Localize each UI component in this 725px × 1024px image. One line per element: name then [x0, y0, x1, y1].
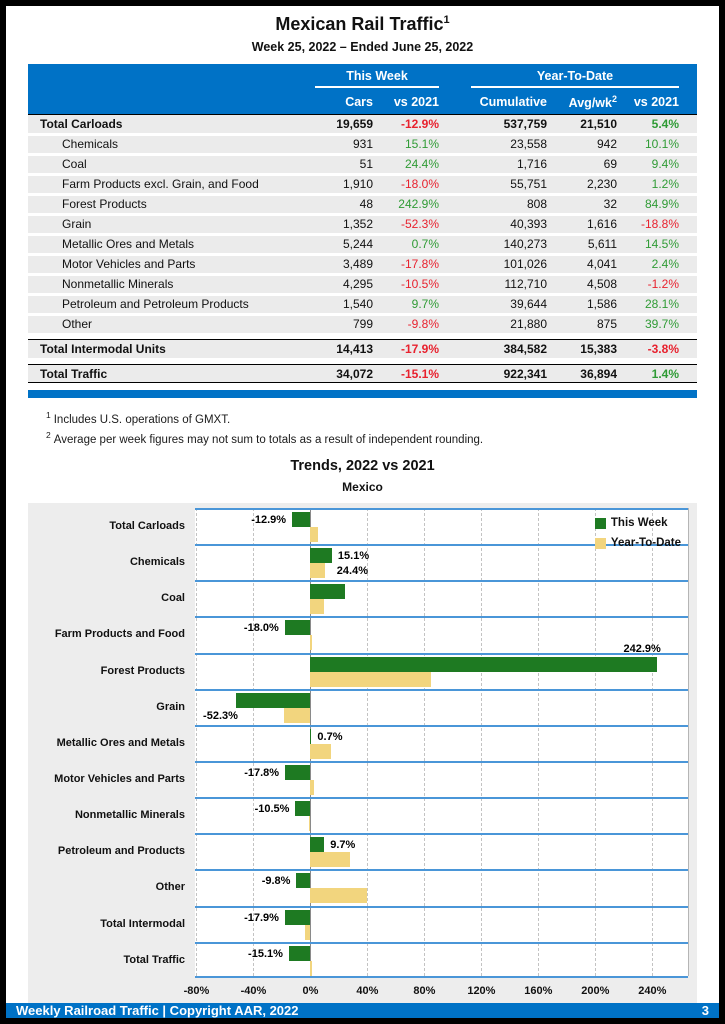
- ytd-pct: 28.1%: [644, 297, 679, 312]
- row-label: Forest Products: [62, 197, 147, 212]
- this-week-pct: 9.7%: [411, 297, 439, 312]
- x-axis-tick: 0%: [302, 985, 319, 997]
- chart-band: [195, 616, 688, 652]
- chart-category-label: Petroleum and Products: [57, 845, 185, 858]
- chart-category-label: Metallic Ores and Metals: [56, 736, 185, 749]
- this-week-pct: -17.9%: [400, 342, 439, 357]
- column-header-cumulative: Cumulative: [479, 95, 547, 110]
- ytd-bar: [310, 563, 324, 578]
- footnotes: [46, 406, 719, 446]
- cars-value: 931: [352, 137, 373, 152]
- report-subtitle: Week 25, 2022 – Ended June 25, 2022: [251, 40, 474, 54]
- this-week-pct: -15.1%: [400, 367, 439, 382]
- cumulative-value: 39,644: [510, 297, 547, 312]
- column-group-this-week: This Week: [293, 69, 439, 88]
- table-row: [28, 114, 697, 133]
- x-axis-tick: 160%: [524, 985, 553, 997]
- section-divider-bar: [28, 390, 697, 398]
- avg-week-value: 1,586: [586, 297, 617, 312]
- cars-value: 1,352: [342, 217, 373, 232]
- chart-band: [195, 642, 688, 689]
- avg-week-value: 21,510: [580, 117, 617, 132]
- report-title-footnote-ref: 1: [443, 14, 450, 26]
- ytd-pct: -1.2%: [647, 277, 679, 292]
- avg-week-value: 2,230: [586, 177, 617, 192]
- ytd-pct: 5.4%: [651, 117, 679, 132]
- bar-value-label: 24.4%: [336, 565, 368, 578]
- chart-category-label: Farm Products and Food: [54, 628, 185, 641]
- this-week-bar: [289, 946, 311, 961]
- cumulative-value: 40,393: [510, 217, 547, 232]
- row-label: Total Carloads: [40, 117, 123, 132]
- ytd-pct: 39.7%: [644, 317, 679, 332]
- this-week-bar: [285, 765, 310, 780]
- table-row: [28, 136, 697, 153]
- cumulative-value: 384,582: [503, 342, 547, 357]
- ytd-bar: [284, 708, 311, 723]
- table-row: [28, 276, 697, 293]
- cars-value: 3,489: [342, 257, 373, 272]
- avg-week-value: 69: [603, 157, 617, 172]
- avg-week-value: 36,894: [580, 367, 617, 382]
- ytd-bar: [310, 744, 331, 759]
- cars-value: 5,244: [342, 237, 373, 252]
- x-axis-tick: 80%: [413, 985, 436, 997]
- chart-band: [195, 761, 688, 797]
- bar-value-label: -52.3%: [203, 709, 238, 722]
- ytd-bar: [310, 888, 367, 903]
- chart-band: [195, 689, 688, 725]
- table-row: [28, 156, 697, 173]
- this-week-pct: -52.3%: [400, 217, 439, 232]
- ytd-pct: 14.5%: [644, 237, 679, 252]
- legend-item-year-to-date: [595, 533, 681, 553]
- cars-value: 34,072: [336, 367, 373, 382]
- this-week-pct: -17.8%: [400, 257, 439, 272]
- column-header-vs2021-ytd: vs 2021: [633, 95, 679, 110]
- cars-value: 1,910: [342, 177, 373, 192]
- table-row: [28, 196, 697, 213]
- ytd-pct: 2.4%: [651, 257, 679, 272]
- this-week-pct: -18.0%: [400, 177, 439, 192]
- avg-week-value: 942: [596, 137, 617, 152]
- cumulative-value: 21,880: [510, 317, 547, 332]
- cars-value: 51: [359, 157, 373, 172]
- report-title-text: Mexican Rail Traffic: [275, 14, 444, 34]
- ytd-pct: 84.9%: [644, 197, 679, 212]
- this-week-pct: 24.4%: [404, 157, 439, 172]
- plot-right-edge: [688, 508, 689, 976]
- row-label: Grain: [62, 217, 92, 232]
- chart-band: [195, 797, 688, 833]
- trends-bar-chart: [28, 503, 697, 1003]
- bar-value-label: -17.9%: [244, 911, 279, 924]
- cars-value: 799: [352, 317, 373, 332]
- this-week-bar: [296, 873, 310, 888]
- ytd-pct: 10.1%: [644, 137, 679, 152]
- bar-value-label: 15.1%: [337, 550, 370, 563]
- chart-category-label: Chemicals: [129, 556, 185, 569]
- this-week-bar: [236, 693, 311, 708]
- chart-category-label: Other: [155, 881, 185, 894]
- column-group-year-to-date: Year-To-Date: [439, 69, 679, 88]
- ytd-bar: [309, 816, 311, 831]
- ytd-bar: [310, 961, 312, 976]
- row-label: Motor Vehicles and Parts: [62, 257, 196, 272]
- table-row: [28, 296, 697, 313]
- this-week-bar: [310, 657, 656, 672]
- this-week-bar: [295, 801, 310, 816]
- footer-text: Weekly Railroad Traffic | Copyright AAR, 2022: [16, 1003, 299, 1018]
- this-week-bar: [310, 837, 324, 852]
- cars-value: 19,659: [336, 117, 373, 132]
- row-label: Total Traffic: [40, 367, 108, 382]
- footer-page-number: 3: [701, 1003, 709, 1018]
- chart-legend: [595, 513, 681, 553]
- chart-bands: [195, 508, 688, 978]
- row-label: Other: [62, 317, 93, 332]
- row-label: Coal: [62, 157, 87, 172]
- table-header: [28, 64, 697, 114]
- cumulative-value: 101,026: [503, 257, 547, 272]
- cars-value: 4,295: [342, 277, 373, 292]
- chart-x-axis: [183, 978, 688, 1004]
- column-header-cars: Cars: [345, 95, 373, 110]
- ytd-pct: 1.4%: [651, 367, 679, 382]
- bar-value-label: 242.9%: [623, 642, 661, 655]
- x-axis-tick: 120%: [467, 985, 496, 997]
- this-week-pct: -9.8%: [407, 317, 439, 332]
- avg-week-value: 1,616: [586, 217, 617, 232]
- avg-week-value: 875: [596, 317, 617, 332]
- chart-category-label: Total Carloads: [109, 520, 185, 533]
- avg-week-value: 4,041: [586, 257, 617, 272]
- cars-value: 1,540: [342, 297, 373, 312]
- chart-band: [195, 942, 688, 978]
- this-week-bar: [310, 729, 311, 744]
- chart-category-label: Coal: [161, 592, 185, 605]
- ytd-bar: [310, 852, 350, 867]
- bar-value-label: -18.0%: [243, 622, 279, 635]
- ytd-bar: [310, 599, 323, 614]
- cumulative-value: 55,751: [510, 177, 547, 192]
- chart-band: [195, 565, 688, 616]
- chart-title: Trends, 2022 vs 2021: [290, 458, 435, 474]
- this-week-pct: 15.1%: [404, 137, 439, 152]
- avg-week-value: 32: [603, 197, 617, 212]
- this-week-bar: [285, 620, 311, 635]
- footnote-2: $^2$ Average per week figures may not sum to totals as a result of independent rounding.: [46, 430, 484, 446]
- chart-band: [195, 869, 688, 905]
- chart-band: [195, 833, 688, 869]
- legend-swatch-year-to-date: [595, 538, 606, 549]
- row-label: Farm Products excl. Grain, and Food: [62, 177, 259, 192]
- chart-band: [195, 725, 688, 761]
- row-label: Chemicals: [62, 137, 119, 152]
- this-week-bar: [285, 910, 311, 925]
- legend-label-year-to-date: Year-To-Date: [610, 537, 681, 549]
- cumulative-value: 808: [526, 197, 547, 212]
- bar-value-label: 9.7%: [330, 839, 356, 852]
- ytd-bar: [305, 925, 310, 940]
- row-label: Nonmetallic Minerals: [62, 277, 174, 292]
- footnote-1: $^1$ Includes U.S. operations of GMXT.: [46, 410, 231, 427]
- bar-value-label: -10.5%: [254, 803, 290, 816]
- table-row: [28, 364, 697, 383]
- cumulative-value: 140,273: [503, 237, 547, 252]
- bar-value-label: -9.8%: [261, 875, 291, 888]
- bar-value-label: 0.7%: [317, 730, 343, 743]
- chart-category-label: Total Traffic: [123, 953, 185, 966]
- avg-week-value: 15,383: [580, 342, 617, 357]
- cumulative-value: 112,710: [504, 277, 547, 292]
- cumulative-value: 23,558: [510, 137, 547, 152]
- ytd-pct: 9.4%: [651, 157, 679, 172]
- ytd-pct: 1.2%: [651, 177, 679, 192]
- table-row: [28, 256, 697, 273]
- ytd-pct: -18.8%: [640, 217, 679, 232]
- table-row: [28, 316, 697, 333]
- cars-value: 48: [359, 197, 373, 212]
- chart-category-label: Motor Vehicles and Parts: [54, 773, 185, 786]
- legend-label-this-week: This Week: [610, 517, 668, 529]
- column-header-vs2021-week: vs 2021: [393, 95, 439, 110]
- chart-category-label: Grain: [156, 700, 185, 713]
- chart-subtitle: Mexico: [342, 480, 383, 494]
- table-row: [28, 216, 697, 233]
- row-label: Metallic Ores and Metals: [62, 237, 195, 252]
- bar-value-label: -12.9%: [251, 514, 287, 526]
- cumulative-value: 537,759: [503, 117, 547, 132]
- table-row: [28, 236, 697, 253]
- this-week-bar: [310, 548, 332, 563]
- cumulative-value: 922,341: [503, 367, 547, 382]
- this-week-bar: [310, 584, 345, 599]
- chart-category-label: Total Intermodal: [100, 917, 185, 930]
- column-header-avgwk: Avg/$wk^2$: [568, 94, 617, 111]
- cumulative-value: 1,716: [516, 157, 547, 172]
- chart-category-label: Forest Products: [100, 664, 185, 677]
- x-axis-tick: 240%: [638, 985, 667, 997]
- avg-week-value: 4,508: [586, 277, 617, 292]
- x-axis-tick: -80%: [183, 985, 210, 997]
- table-row: [28, 176, 697, 193]
- chart-category-label: Nonmetallic Minerals: [74, 809, 185, 822]
- x-axis-tick: 200%: [581, 985, 610, 997]
- footer-bar: [6, 1003, 719, 1018]
- avg-week-value: 5,611: [587, 237, 617, 252]
- ytd-bar: [310, 672, 431, 687]
- this-week-bar: [292, 512, 310, 527]
- table-row: [28, 339, 697, 358]
- chart-plot-area: [195, 508, 688, 978]
- legend-swatch-this-week: [595, 518, 606, 529]
- row-label: Petroleum and Petroleum Products: [62, 297, 249, 312]
- ytd-bar: [310, 635, 312, 650]
- this-week-pct: -12.9%: [400, 117, 439, 132]
- this-week-pct: 0.7%: [411, 237, 439, 252]
- bar-value-label: -17.8%: [244, 766, 280, 779]
- row-label: Total Intermodal Units: [40, 342, 166, 357]
- table-rows: [28, 114, 697, 383]
- legend-item-this-week: [595, 513, 681, 533]
- chart-band: [195, 906, 688, 942]
- report-title: [6, 14, 719, 35]
- x-axis-tick: 40%: [356, 985, 379, 997]
- this-week-pct: 242.9%: [398, 197, 439, 212]
- x-axis-tick: -40%: [240, 985, 267, 997]
- ytd-bar: [310, 780, 313, 795]
- bar-value-label: -15.1%: [248, 947, 283, 960]
- ytd-pct: -3.8%: [647, 342, 679, 357]
- this-week-pct: -10.5%: [400, 277, 439, 292]
- ytd-bar: [310, 527, 318, 542]
- traffic-table: [28, 64, 697, 383]
- chart-category-labels: [28, 508, 195, 978]
- cars-value: 14,413: [336, 342, 373, 357]
